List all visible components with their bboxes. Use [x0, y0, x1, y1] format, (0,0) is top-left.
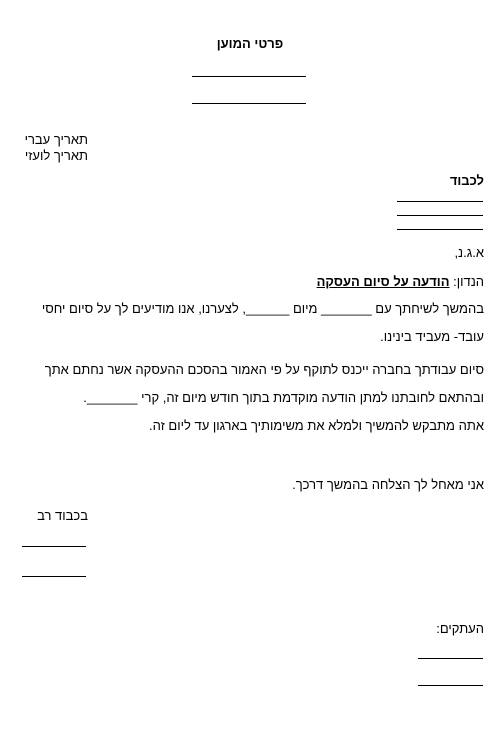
signature-line-2	[22, 576, 86, 577]
copies-line-1	[418, 658, 483, 659]
copies-line-2	[418, 685, 483, 686]
body-p2-line2: ובהתאם לחובתנו למתן הודעה מוקדמת בתוך חודש מיום זה, קרי _______.	[83, 390, 484, 405]
recipient-line-2	[397, 215, 483, 216]
recipient-line-3	[397, 229, 483, 230]
sender-line-1	[192, 76, 306, 77]
body-p3: אתה מתבקש להמשיך ולמלא את משימותיך בארגון עד ליום זה.	[149, 418, 484, 433]
sender-line-2	[192, 103, 306, 104]
recipient-salutation: לכבוד	[449, 173, 484, 188]
sender-details-title: פרטי המוען	[216, 36, 284, 51]
greeting: א.ג.נ,	[454, 245, 484, 260]
body-p1-line2: עובד- מעביד בינינו.	[380, 329, 484, 344]
gregorian-date-label: תאריך לועזי	[24, 148, 88, 163]
copies-label: העתקים:	[436, 621, 484, 636]
signature-line-1	[22, 546, 86, 547]
subject-text: הודעה על סיום העסקה	[316, 274, 450, 289]
body-p1-line1: בהמשך לשיחתך עם _______ מיום ______, לצערנו, אנו מודיעים לך על סיום יחסי	[41, 301, 484, 316]
body-p2-line1: סיום עבודתך בחברה ייכנס לתוקף על פי האמור בהסכם ההעסקה אשר נחתם אתך	[44, 362, 484, 377]
hebrew-date-label: תאריך עברי	[24, 132, 88, 147]
subject-label: הנדון:	[453, 274, 484, 289]
recipient-line-1	[397, 201, 483, 202]
sign-off: בכבוד רב	[37, 508, 88, 523]
body-p4: אני מאחל לך הצלחה בהמשך דרכך.	[292, 477, 484, 492]
subject-line	[317, 274, 484, 289]
